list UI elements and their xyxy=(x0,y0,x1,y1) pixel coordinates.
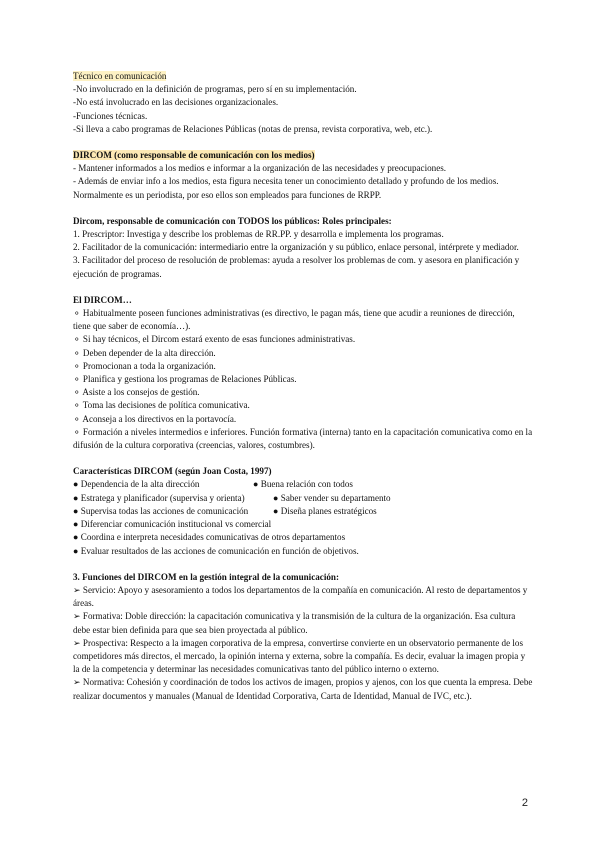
section-dircom-medios xyxy=(73,149,533,202)
section-title: Dircom, responsable de comunicación con TODOS los públicos: Roles principales: xyxy=(73,215,392,226)
section-caracteristicas xyxy=(73,465,533,557)
list-item: -No está involucrado en las decisiones organizacionales. xyxy=(73,97,279,108)
section-title: DIRCOM (como responsable de comunicación con los medios) xyxy=(73,150,315,161)
list-item: -No involucrado en la definición de programas, pero sí en su implementación. xyxy=(73,84,357,95)
list-item: ⚬ Planifica y gestiona los programas de Relaciones Públicas. xyxy=(73,374,297,385)
list-item: ● Coordina e interpreta necesidades comunicativas de otros departamentos xyxy=(73,532,346,543)
list-item: 3. Facilitador del proceso de resolución de problemas: ayuda a resolver los problemas de com. y asesora en planificación y ejecución de programas. xyxy=(73,255,520,279)
list-item: ● Saber vender su departamento xyxy=(273,492,391,503)
list-item: ⚬ Toma las decisiones de política comunicativa. xyxy=(73,400,250,411)
list-item: - Mantener informados a los medios e informar a la organización de las necesidades y preocupaciones. xyxy=(73,163,447,174)
section-title: Técnico en comunicación xyxy=(73,71,167,81)
list-item: ➢ Formativa: Doble dirección: la capacitación comunicativa y la transmisión de la cultura de la organización. Esa cultura debe estar bien definida para que sea bien proyectada al público. xyxy=(73,611,516,635)
list-item: ⚬ Deben depender de la alta dirección. xyxy=(73,347,216,358)
list-item: - Además de enviar info a los medios, esta figura necesita tener un conocimiento detallado y profundo de los medios. Normalmente es un periodista, por eso ellos son empleados para funciones de RRPP. xyxy=(73,176,499,200)
list-item: ⚬ Formación a niveles intermedios e inferiores. Función formativa (interna) tanto en la capacitación comunicativa como en la difusión de la cultura corporativa (creencias, valores, costumbres). xyxy=(73,426,533,451)
section-title: Características DIRCOM (según Joan Costa, 1997) xyxy=(73,466,272,477)
list-row xyxy=(73,492,533,505)
list-item: ● Evaluar resultados de las acciones de comunicación en función de objetivos. xyxy=(73,545,359,556)
list-item: ● Supervisa todas las acciones de comunicación xyxy=(73,505,249,516)
list-item: ⚬ Aconseja a los directivos en la portavocía. xyxy=(73,413,237,424)
page-number: 2 xyxy=(521,797,528,809)
list-item: 1. Prescriptor: Investiga y describe los problemas de RR.PP. y desarrolla e implementa los programas. xyxy=(73,229,444,240)
list-item: ⚬ Promocionan a toda la organización. xyxy=(73,360,216,371)
section-roles xyxy=(73,215,533,281)
list-item: ● Dependencia de la alta dirección xyxy=(73,479,200,490)
list-item: ⚬ Asiste a los consejos de gestión. xyxy=(73,387,200,398)
list-item: ● Estratega y planificador (supervisa y orienta) xyxy=(73,492,245,503)
list-item: -Funciones técnicas. xyxy=(73,110,148,121)
list-item: -Si lleva a cabo programas de Relaciones Públicas (notas de prensa, revista corporativa, web, etc.). xyxy=(73,123,433,134)
list-item: 2. Facilitador de la comunicación: intermediario entre la organización y su público, enlace personal, intérprete y mediador. xyxy=(73,242,519,253)
section-title: El DIRCOM… xyxy=(73,294,132,305)
section-el-dircom xyxy=(73,294,533,452)
list-item: ● Diseña planes estratégicos xyxy=(273,505,377,516)
section-funciones xyxy=(73,571,533,703)
list-item: ➢ Prospectiva: Respecto a la imagen corporativa de la empresa, convertirse convierte en un observatorio permanente de los competidores más directos, el mercado, la opinión interna y externa, sobre la compañía. Es decir, evaluar la imagen propia y la de la competencia y determinar las necesidades comunicativas tanto del público interno o externo. xyxy=(73,637,526,675)
list-item: ⚬ Si hay técnicos, el Dircom estará exento de esas funciones administrativas. xyxy=(73,334,356,345)
list-row xyxy=(73,505,533,518)
section-tecnico xyxy=(73,70,533,136)
section-title: 3. Funciones del DIRCOM en la gestión integral de la comunicación: xyxy=(73,571,339,582)
list-item: ● Buena relación con todos xyxy=(253,479,353,490)
list-item: ➢ Normativa: Cohesión y coordinación de todos los activos de imagen, propios y ajenos, con los que cuenta la empresa. Debe realizar documentos y manuales (Manual de Identidad Corporativa, Carta de Identidad, Manual de IVC, etc.). xyxy=(73,677,533,701)
list-item: ● Diferenciar comunicación institucional vs comercial xyxy=(73,519,272,530)
list-row xyxy=(73,478,533,491)
list-item: ➢ Servicio: Apoyo y asesoramiento a todos los departamentos de la compañía en comunicación. Al resto de departamentos y áreas. xyxy=(73,584,528,609)
list-item: ⚬ Habitualmente poseen funciones administrativas (es directivo, le pagan más, tiene que acudir a reuniones de dirección, tiene que saber de economía…). xyxy=(73,308,515,332)
document-page xyxy=(73,70,533,716)
